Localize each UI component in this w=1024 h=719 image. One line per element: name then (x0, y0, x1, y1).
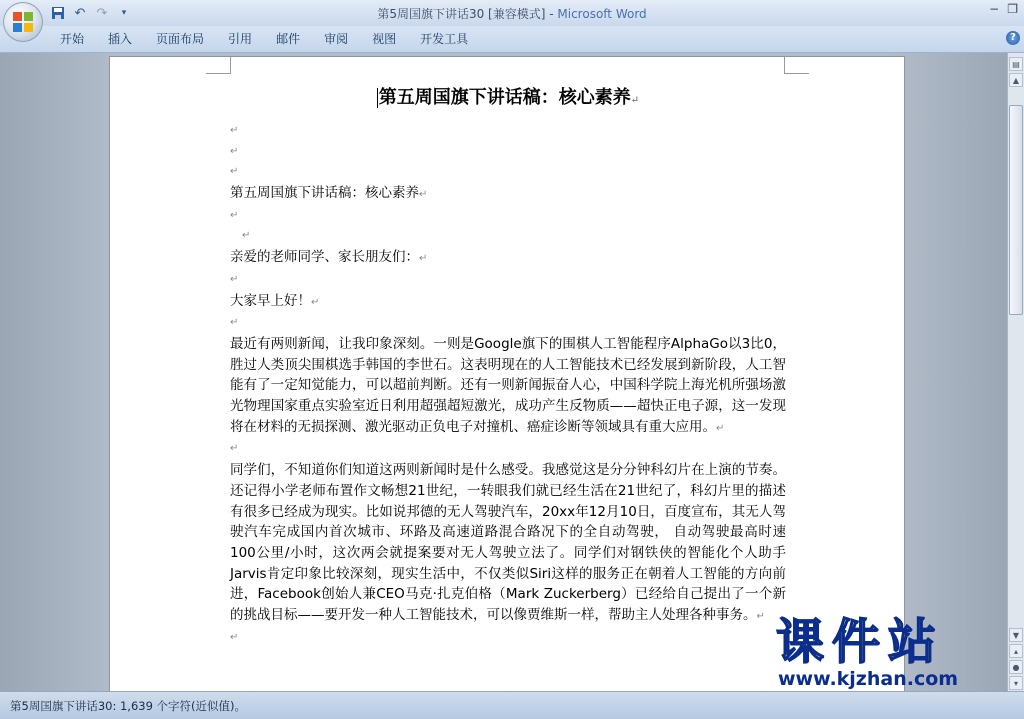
empty-paragraph: ↵ (230, 273, 239, 285)
empty-paragraph: ↵ (230, 317, 239, 329)
scroll-down-icon[interactable]: ▼ (1009, 628, 1023, 642)
minimize-icon[interactable]: − (989, 2, 1000, 16)
vertical-scrollbar[interactable] (1007, 53, 1024, 691)
scroll-up-icon[interactable]: ▲ (1009, 73, 1023, 87)
document-title-text: 第五周国旗下讲话稿：核心素养 (378, 87, 631, 108)
app-name: Microsoft Word (557, 7, 647, 21)
paragraph-news-text: 最近有两则新闻，让我印象深刻。一则是Google旗下的围棋人工智能程序AlphaGo以3比0，胜过人类顶尖围棋选手韩国的李世石。这表明现在的人工智能技术已经发展到新阶段，人工智能有了一定知觉能力，可以超前判断。还有一则新闻振奋人心，中国科学院上海光机所强场激光物理国家重点实验室近日利用超强超短激光，成功产生反物质——超快正电子源，这一发现将在材料的无损探测、激光驱动正负电子对撞机、癌症诊断等领域具有重大应用。 (230, 335, 786, 435)
word-count-status[interactable]: 第5周国旗下讲话30: 1,639 个字符(近似值)。 (10, 699, 247, 713)
empty-paragraph: ↵ (230, 145, 239, 157)
customize-icon[interactable]: ▾ (121, 8, 127, 18)
document-page[interactable] (110, 57, 904, 691)
window-controls (989, 2, 1018, 16)
document-workspace (0, 53, 1008, 691)
help-icon[interactable]: ? (1006, 31, 1020, 45)
previous-page-icon[interactable]: ▴ (1009, 644, 1023, 658)
morning-line (230, 291, 786, 314)
next-page-icon[interactable]: ▾ (1009, 676, 1023, 690)
paragraph-mark: ↵ (419, 253, 428, 265)
greeting-line (230, 247, 786, 270)
tab-references[interactable]: 引用 (228, 32, 253, 46)
empty-paragraph: ↵ (230, 631, 239, 643)
document-body[interactable] (230, 83, 786, 648)
watermark-url: www.kjzhan.com (778, 668, 959, 690)
tab-insert[interactable]: 插入 (108, 32, 133, 46)
paragraph-mark: ↵ (716, 422, 725, 434)
paragraph-mark: ↵ (630, 95, 640, 106)
empty-paragraph: ↵ (242, 230, 251, 242)
office-logo-icon (13, 12, 33, 32)
empty-paragraph: ↵ (230, 166, 239, 178)
margin-corner-right (784, 57, 809, 74)
restore-icon[interactable]: ❐ (1007, 2, 1018, 16)
paragraph-ai (230, 460, 786, 628)
paragraph-ai-text: 同学们，不知道你们知道这两则新闻时是什么感受。我感觉这是分分钟科幻片在上演的节奏。还记得小学老师布置作文畅想21世纪，一转眼我们就已经生活在21世纪了，科幻片里的描述有很多已经成为现实。比如说邦德的无人驾驶汽车，20xx年12月10日，百度宣布，其无人驾驶汽车完成国内首次城市、环路及高速道路混合路况下的全自动驾驶， 自动驾驶最高时速100公里/小时，这次两会就提案要对无人驾驶立法了。同学们对钢铁侠的智能化个人助手Jarvis肯定印象比较深刻，现实生活中，不仅类似Siri这样的服务正在朝着人工智能的方向前进，Facebook创始人兼CEO马克·扎克伯格（Mark Zuckerberg）已经给自己提出了一个新的挑战目标——要开发一种人工智能技术，可以像贾维斯一样，帮助主人处理各种事务。 (230, 462, 786, 624)
empty-paragraph: ↵ (230, 125, 239, 136)
morning-text: 大家早上好！ (230, 292, 311, 309)
paragraph-mark: ↵ (419, 189, 428, 201)
paragraph-mark: ↵ (311, 296, 320, 308)
empty-paragraph: ↵ (230, 443, 239, 455)
subtitle-line (230, 183, 786, 206)
tab-developer[interactable]: 开发工具 (420, 32, 469, 46)
empty-paragraph: ↵ (230, 209, 239, 221)
tab-review[interactable]: 审阅 (324, 32, 349, 46)
document-title (230, 83, 786, 113)
scrollbar-thumb[interactable] (1009, 105, 1023, 315)
window-title (0, 5, 1024, 22)
ruler-toggle-icon[interactable]: ▤ (1009, 57, 1023, 71)
tab-mailings[interactable]: 邮件 (276, 32, 301, 46)
tab-page-layout[interactable]: 页面布局 (156, 32, 205, 46)
tab-view[interactable]: 视图 (372, 32, 397, 46)
tab-home[interactable]: 开始 (60, 32, 85, 46)
greeting-text: 亲爱的老师同学、家长朋友们： (230, 249, 419, 266)
undo-icon[interactable]: ↶ (74, 5, 86, 21)
redo-icon[interactable]: ↷ (96, 5, 108, 21)
ribbon-tabs (48, 31, 480, 47)
subtitle-text: 第五周国旗下讲话稿：核心素养 (230, 185, 419, 202)
margin-corner-left (206, 57, 231, 74)
title-bar (0, 0, 1024, 26)
watermark-logo (776, 616, 1006, 694)
title-separator: - (545, 7, 558, 21)
text-cursor (377, 88, 378, 108)
status-bar (0, 691, 1024, 719)
watermark-name: 课件站 (776, 614, 945, 670)
ribbon-tab-row (0, 26, 1024, 53)
office-button[interactable] (3, 2, 43, 42)
select-browse-object-icon[interactable]: ● (1009, 660, 1023, 674)
paragraph-news (230, 334, 786, 440)
paragraph-mark: ↵ (756, 611, 765, 623)
document-name: 第5周国旗下讲话30 [兼容模式] (377, 7, 546, 21)
